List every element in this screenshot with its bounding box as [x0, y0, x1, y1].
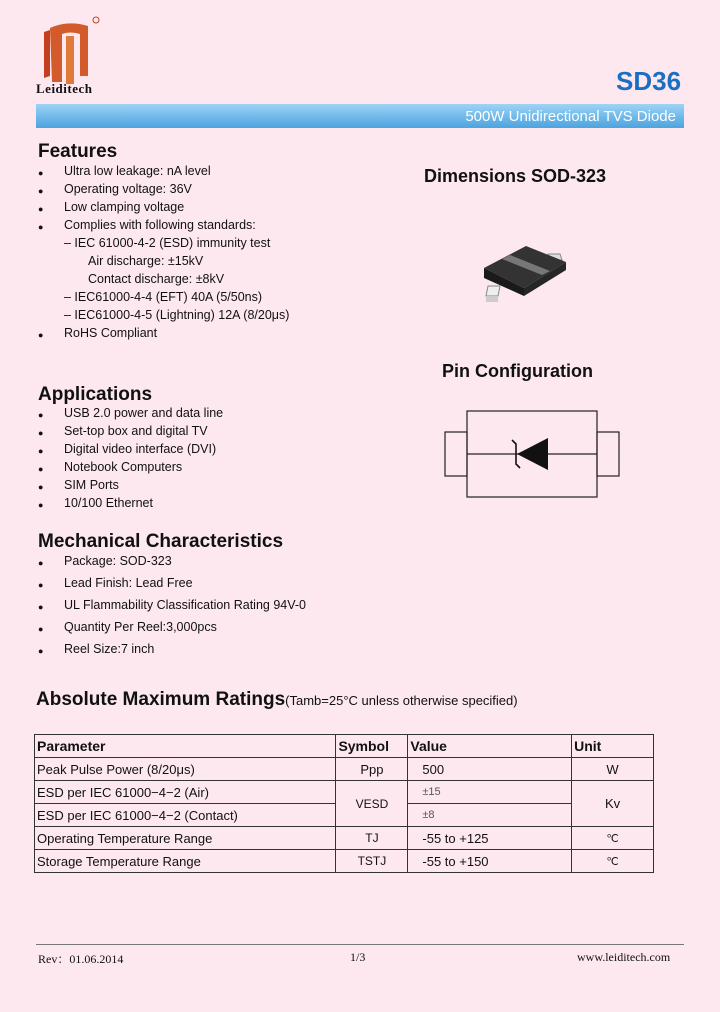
- list-item-text: Lead Finish: Lead Free: [64, 576, 193, 590]
- applications-list: [38, 404, 378, 512]
- bullet-icon: ●: [38, 186, 44, 196]
- table-row: [35, 758, 654, 781]
- list-item: [38, 440, 378, 458]
- param-cell: ESD per IEC 61000−4−2 (Contact): [35, 804, 336, 827]
- col-header-unit: Unit: [572, 735, 654, 758]
- bullet-icon: ●: [38, 168, 44, 178]
- unit-cell: Kv: [572, 781, 654, 827]
- pin-config-diagram: [444, 408, 624, 500]
- list-item-text: Ultra low leakage: nA level: [64, 164, 211, 178]
- value-cell: -55 to +125: [408, 827, 572, 850]
- list-item-text: Low clamping voltage: [64, 200, 185, 214]
- bullet-icon: ●: [38, 646, 44, 656]
- footer-rev: Rev：01.06.2014: [38, 952, 124, 966]
- list-item-text: Notebook Computers: [64, 460, 183, 474]
- pin-config-heading: Pin Configuration: [442, 361, 593, 381]
- table-header-row: [35, 735, 654, 758]
- symbol-cell: TJ: [336, 827, 408, 850]
- value-cell: 500: [408, 758, 572, 781]
- value-cell: -55 to +150: [408, 850, 572, 873]
- list-item-text: Operating voltage: 36V: [64, 182, 192, 196]
- param-cell: Storage Temperature Range: [35, 850, 336, 873]
- param-cell: ESD per IEC 61000−4−2 (Air): [35, 781, 336, 804]
- bullet-icon: ●: [38, 482, 44, 492]
- col-header-symbol: Symbol: [336, 735, 408, 758]
- features-heading: Features: [38, 141, 118, 162]
- title-banner: 500W Unidirectional TVS Diode: [36, 104, 684, 128]
- list-item: [38, 596, 438, 618]
- bullet-icon: ●: [38, 500, 44, 510]
- bullet-icon: ●: [38, 204, 44, 214]
- param-cell: Peak Pulse Power (8/20μs): [35, 758, 336, 781]
- bullet-icon: ●: [38, 464, 44, 474]
- list-item: [38, 252, 378, 270]
- bullet-icon: ●: [38, 410, 44, 420]
- list-item: [38, 422, 378, 440]
- table-row: [35, 781, 654, 804]
- list-item-text: UL Flammability Classification Rating 94V-0: [64, 598, 306, 612]
- list-item-text: Package: SOD-323: [64, 554, 172, 568]
- bullet-icon: ●: [38, 558, 44, 568]
- list-item-text: USB 2.0 power and data line: [64, 406, 224, 420]
- list-item: [38, 494, 378, 512]
- bullet-icon: ●: [38, 428, 44, 438]
- list-item: [38, 270, 378, 288]
- features-list: [38, 162, 378, 342]
- list-item: [38, 552, 438, 574]
- part-number: SD36: [616, 66, 682, 96]
- symbol-cell: VESD: [336, 781, 408, 827]
- list-item-text: Quantity Per Reel:3,000pcs: [64, 620, 217, 634]
- footer-url[interactable]: www.leiditech.com: [577, 950, 671, 964]
- footer-rule: [36, 944, 684, 945]
- list-item: [38, 180, 378, 198]
- list-item-text: – IEC 61000-4-2 (ESD) immunity test: [64, 236, 271, 250]
- col-header-value: Value: [408, 735, 572, 758]
- table-row: [35, 850, 654, 873]
- footer-page: 1/3: [350, 950, 366, 964]
- list-item: [38, 404, 378, 422]
- bullet-icon: ●: [38, 222, 44, 232]
- unit-cell: ℃: [572, 827, 654, 850]
- mechanical-heading: Mechanical Characteristics: [38, 531, 284, 552]
- list-item-text: Contact discharge: ±8kV: [88, 272, 225, 286]
- bullet-icon: ●: [38, 446, 44, 456]
- list-item: [38, 574, 438, 596]
- list-item: [38, 288, 378, 306]
- symbol-cell: TSTJ: [336, 850, 408, 873]
- ratings-table: [34, 734, 654, 873]
- unit-cell: W: [572, 758, 654, 781]
- ratings-heading: Absolute Maximum Ratings: [36, 689, 286, 710]
- bullet-icon: ●: [38, 330, 44, 340]
- value-cell: ±15: [408, 781, 572, 804]
- list-item-text: Reel Size:7 inch: [64, 642, 155, 656]
- brand-logo: [40, 14, 102, 84]
- bullet-icon: ●: [38, 624, 44, 634]
- table-row: [35, 827, 654, 850]
- list-item-text: RoHS Compliant: [64, 326, 158, 340]
- list-item: [38, 216, 378, 234]
- logo-mark-icon: [40, 14, 102, 84]
- list-item-text: 10/100 Ethernet: [64, 496, 153, 510]
- list-item-text: – IEC61000-4-5 (Lightning) 12A (8/20μs): [64, 308, 290, 322]
- list-item-text: Air discharge: ±15kV: [88, 254, 204, 268]
- bullet-icon: ●: [38, 602, 44, 612]
- list-item-text: Complies with following standards:: [64, 218, 256, 232]
- sod323-package-image: [474, 228, 574, 308]
- ratings-heading-line: [36, 689, 518, 711]
- list-item-text: SIM Ports: [64, 478, 119, 492]
- value-cell: ±8: [408, 804, 572, 827]
- list-item: [38, 162, 378, 180]
- brand-name: Leiditech: [36, 81, 93, 96]
- applications-heading: Applications: [38, 384, 153, 405]
- list-item-text: – IEC61000-4-4 (EFT) 40A (5/50ns): [64, 290, 263, 304]
- list-item: [38, 458, 378, 476]
- col-header-parameter: Parameter: [35, 735, 336, 758]
- ratings-subtitle: (Tamb=25°C unless otherwise specified): [285, 693, 518, 708]
- param-cell: Operating Temperature Range: [35, 827, 336, 850]
- list-item-text: Set-top box and digital TV: [64, 424, 208, 438]
- dimensions-heading: Dimensions SOD-323: [424, 166, 607, 186]
- bullet-icon: ●: [38, 580, 44, 590]
- list-item: [38, 306, 378, 324]
- list-item: [38, 198, 378, 216]
- symbol-cell: Ppp: [336, 758, 408, 781]
- list-item: [38, 234, 378, 252]
- list-item: [38, 324, 378, 342]
- mechanical-list: [38, 552, 438, 662]
- list-item-text: Digital video interface (DVI): [64, 442, 217, 456]
- list-item: [38, 640, 438, 662]
- unit-cell: ℃: [572, 850, 654, 873]
- list-item: [38, 476, 378, 494]
- list-item: [38, 618, 438, 640]
